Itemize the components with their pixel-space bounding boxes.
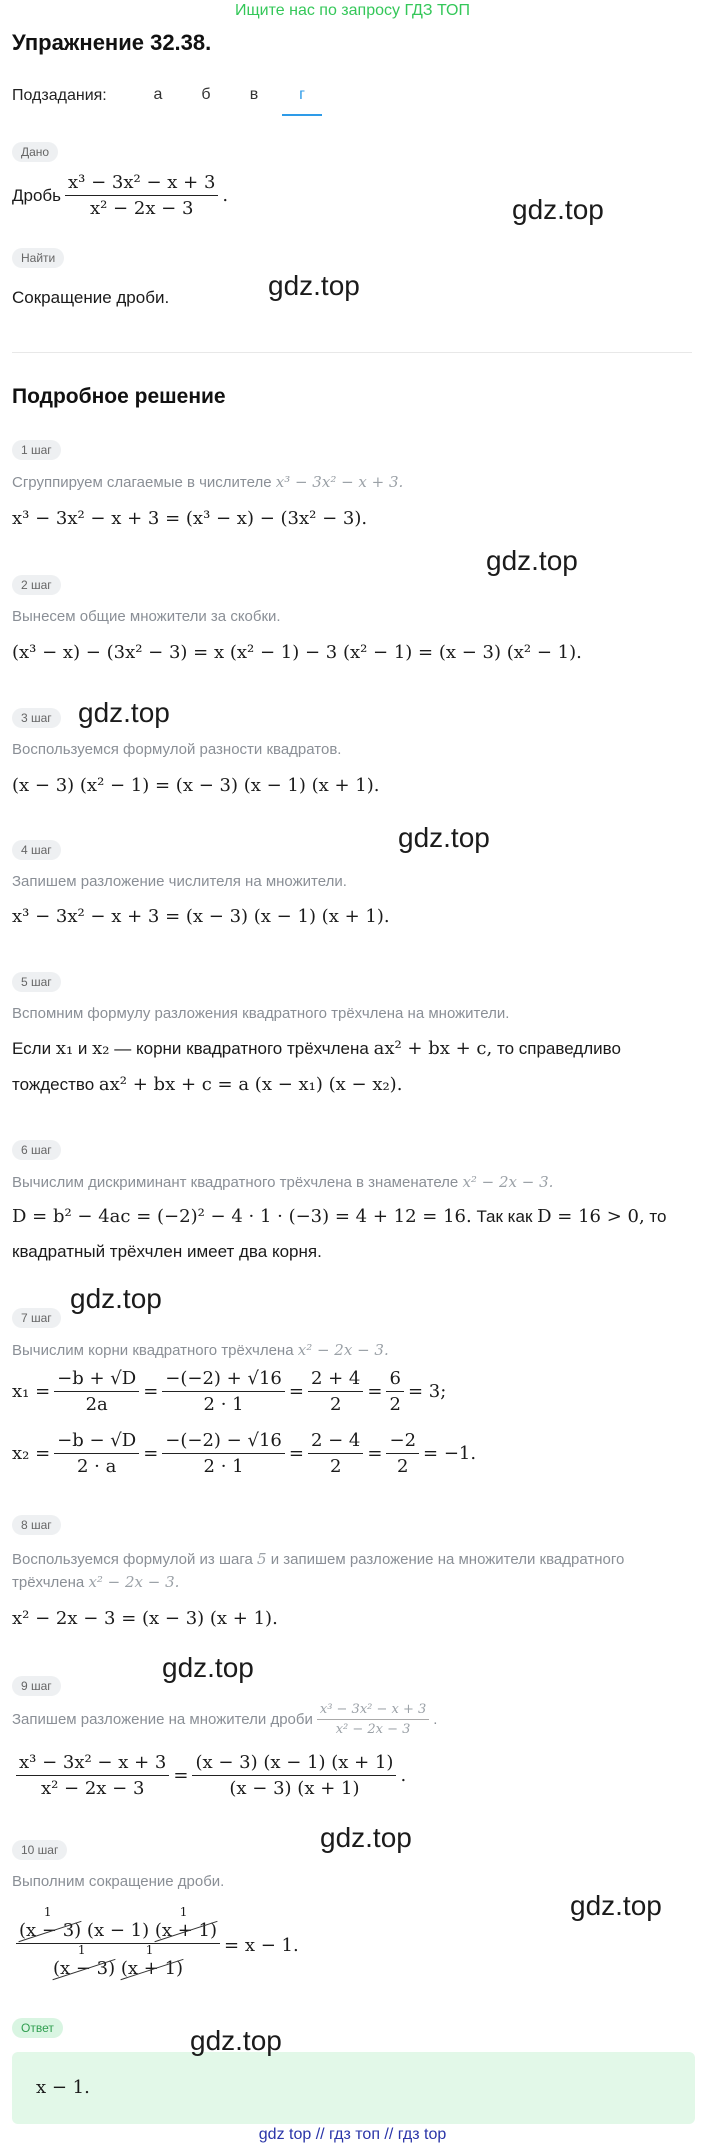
watermark: gdz.top (70, 1283, 162, 1314)
given-prefix: Дробь (12, 185, 62, 205)
given-pill: Дано (12, 142, 58, 162)
divider (12, 352, 692, 353)
step-2-pill: 2 шаг (12, 575, 61, 595)
step-3-formula: (x − 3) (x² − 1) = (x − 3) (x − 1) (x + 1). (12, 775, 380, 796)
step-4-formula: x³ − 3x² − x + 3 = (x − 3) (x − 1) (x + 1). (12, 906, 390, 927)
step-3-desc: Воспользуемся формулой разности квадратов. (12, 741, 342, 758)
step-6-desc: Вычислим дискриминант квадратного трёхчлена в знаменателе x² − 2x − 3. (12, 1173, 554, 1191)
step-7-pill: 7 шаг (12, 1308, 61, 1328)
step-4-desc: Запишем разложение числителя на множители. (12, 873, 347, 890)
step-9-formula: $\frac{\text{x³ − 3x² − x + 3}}{\text{x² − 2x − 3}}$ = $\frac{(x - 3) (x - 1) (x + 1)}{(x - 3) (x + 1)}$ . (12, 1752, 406, 1799)
step-3-pill: 3 шаг (12, 708, 61, 728)
step-5-desc: Вспомним формулу разложения квадратного трёхчлена на множители. (12, 1005, 510, 1022)
step-7-desc: Вычислим корни квадратного трёхчлена x² − 2x − 3. (12, 1341, 389, 1359)
step-9-pill: 9 шаг (12, 1676, 61, 1696)
step-6-formula: D = b² − 4ac = (−2)² − 4 · 1 · (−3) = 4 + 12 = 16. Так как D = 16 > 0, то (12, 1206, 667, 1227)
watermark: gdz.top (486, 545, 578, 576)
tab-a[interactable]: а (153, 86, 163, 103)
step-6-line-2: квадратный трёхчлен имеет два корня. (12, 1242, 322, 1261)
watermark: gdz.top (398, 822, 490, 853)
answer-pill: Ответ (12, 2018, 63, 2038)
find-text: Сокращение дроби. (12, 288, 170, 307)
step-2-formula: (x³ − x) − (3x² − 3) = x (x² − 1) − 3 (x² − 1) = (x − 3) (x² − 1). (12, 642, 582, 663)
step-1-desc: Сгруппируем слагаемые в числителе x³ − 3x² − x + 3. (12, 473, 404, 491)
tab-v[interactable]: в (249, 86, 259, 103)
watermark: gdz.top (190, 2025, 282, 2056)
given-fraction (65, 172, 218, 219)
given-statement: Дробь $\frac{\text{x³ − 3x² − x + 3}}{\text{x² − 2x − 3}}$ . (12, 172, 229, 219)
step-6-pill: 6 шаг (12, 1140, 61, 1160)
step-5-line-2: тождество ax² + bx + c = a (x − x₁) (x − x₂). (12, 1074, 403, 1095)
watermark: gdz.top (320, 1822, 412, 1853)
step-4-pill: 4 шаг (12, 840, 61, 860)
answer-box (12, 2052, 695, 2124)
given-denominator: x² − 2x − 3 (89, 198, 194, 219)
step-10-desc: Выполним сокращение дроби. (12, 1873, 225, 1890)
find-pill: Найти (12, 248, 64, 268)
footer-links[interactable]: gdz top // гдз топ // гдз top (258, 2126, 447, 2143)
top-banner[interactable]: Ищите нас по запросу ГДЗ ТОП (235, 2, 470, 19)
step-10-pill: 10 шаг (12, 1840, 67, 1860)
step-8-pill: 8 шаг (12, 1515, 61, 1535)
section-title: Подробное решение (12, 385, 226, 408)
page-title: Упражнение 32.38. (12, 30, 212, 55)
step-9-desc: Запишем разложение на множители дроби $\frac{\text{x³ − 3x² − x + 3}}{\text{x² − 2x − 3}}$ . (12, 1702, 438, 1737)
step-5-pill: 5 шаг (12, 972, 61, 992)
step-7-root-1: x₁ = $\frac{-b + √D}{2a}$ = $\frac{-(-2) + √16}{2 \cdot 1}$ = $\frac{2 + 4}{2}$ = $\frac{6}{2}$ = 3; (12, 1368, 447, 1415)
step-8-desc: Воспользуемся формулой из шага 5 и запишем разложение на множители квадратного (12, 1550, 625, 1568)
step-2-desc: Вынесем общие множители за скобки. (12, 608, 281, 625)
watermark: gdz.top (268, 270, 360, 301)
watermark: gdz.top (162, 1652, 254, 1683)
tab-g[interactable]: г (282, 84, 322, 116)
watermark: gdz.top (570, 1890, 662, 1921)
watermark: gdz.top (78, 697, 170, 728)
step-1-pill: 1 шаг (12, 440, 61, 460)
watermark: gdz.top (512, 194, 604, 225)
subtasks-label: Подзадания: (12, 87, 107, 104)
step-5-line-1: Если x₁ и x₂ — корни квадратного трёхчлена ax² + bx + c, то справедливо (12, 1038, 621, 1059)
step-8-desc-2: трёхчлена x² − 2x − 3. (12, 1573, 180, 1591)
answer-value: x − 1. (36, 2077, 90, 2098)
step-7-root-2: x₂ = $\frac{-b - √D}{2 \cdot a}$ = $\frac{-(-2) - √16}{2 \cdot 1}$ = $\frac{2 - 4}{2}$ = $\frac{-2}{2}$ = −1. (12, 1430, 477, 1477)
step-10-formula: 1 (x − 3) (x − 1) 1 (x + 1) 1 (x − 3) 1 (x + 1) = x − 1. (12, 1912, 299, 1979)
given-numerator: x³ − 3x² − x + 3 (65, 172, 218, 196)
step-1-formula: x³ − 3x² − x + 3 = (x³ − x) − (3x² − 3). (12, 508, 368, 529)
tab-b[interactable]: б (201, 86, 211, 103)
step-8-formula: x² − 2x − 3 = (x − 3) (x + 1). (12, 1608, 278, 1629)
